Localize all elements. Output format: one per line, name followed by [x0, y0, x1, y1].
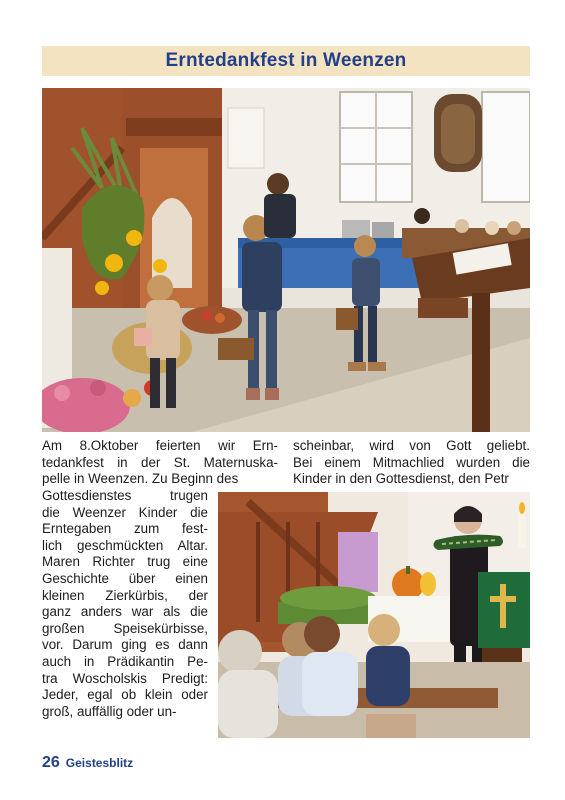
text-line: Kinder in den Gottesdienst, den Petr [293, 471, 509, 487]
article-column-left-narrow [42, 488, 208, 720]
article-title: Erntedankfest in Weenzen [165, 50, 407, 71]
text-line: lich geschmückten Altar. [42, 537, 208, 553]
text-line: Geschichte über einen [42, 570, 208, 586]
page-number: 26 [42, 754, 60, 771]
article-column-right-top [293, 438, 530, 488]
text-line: Bei einem Mitmachlied wurden die [293, 454, 530, 470]
text-line: Gottesdienstes trugen [42, 488, 208, 503]
predigt-photo [218, 492, 530, 738]
text-line: ganz anders war als die [42, 604, 208, 620]
text-line: Maren Richter trug eine [42, 554, 208, 570]
text-line: auch in Prädikantin Pe- [42, 653, 208, 669]
text-line: pelle in Weenzen. Zu Beginn des [42, 471, 239, 487]
article-column-left-top [42, 438, 278, 488]
magazine-name: Geistesblitz [65, 756, 134, 770]
text-line: Am 8.Oktober feierten wir Ern- [42, 438, 278, 453]
title-bar [42, 46, 530, 76]
text-line: kleinen Zierkürbis, der [42, 587, 208, 603]
page-footer [42, 754, 133, 772]
harvest-procession-photo [42, 88, 530, 432]
text-line: scheinbar, wird von Gott geliebt. [293, 438, 530, 453]
text-line: vor. Darum ging es dann [42, 637, 208, 653]
text-line: groß, auffällig oder un- [42, 703, 177, 719]
text-line: tedankfest in der St. Maternuska- [42, 454, 278, 470]
text-line: Erntegaben zum fest- [42, 521, 208, 537]
text-line: großen Speisekürbisse, [42, 620, 208, 636]
text-line: die Weenzer Kinder die [42, 504, 208, 520]
text-line: tra Woscholskis Predigt: [42, 670, 208, 686]
text-line: Jeder, egal ob klein oder [42, 687, 208, 703]
